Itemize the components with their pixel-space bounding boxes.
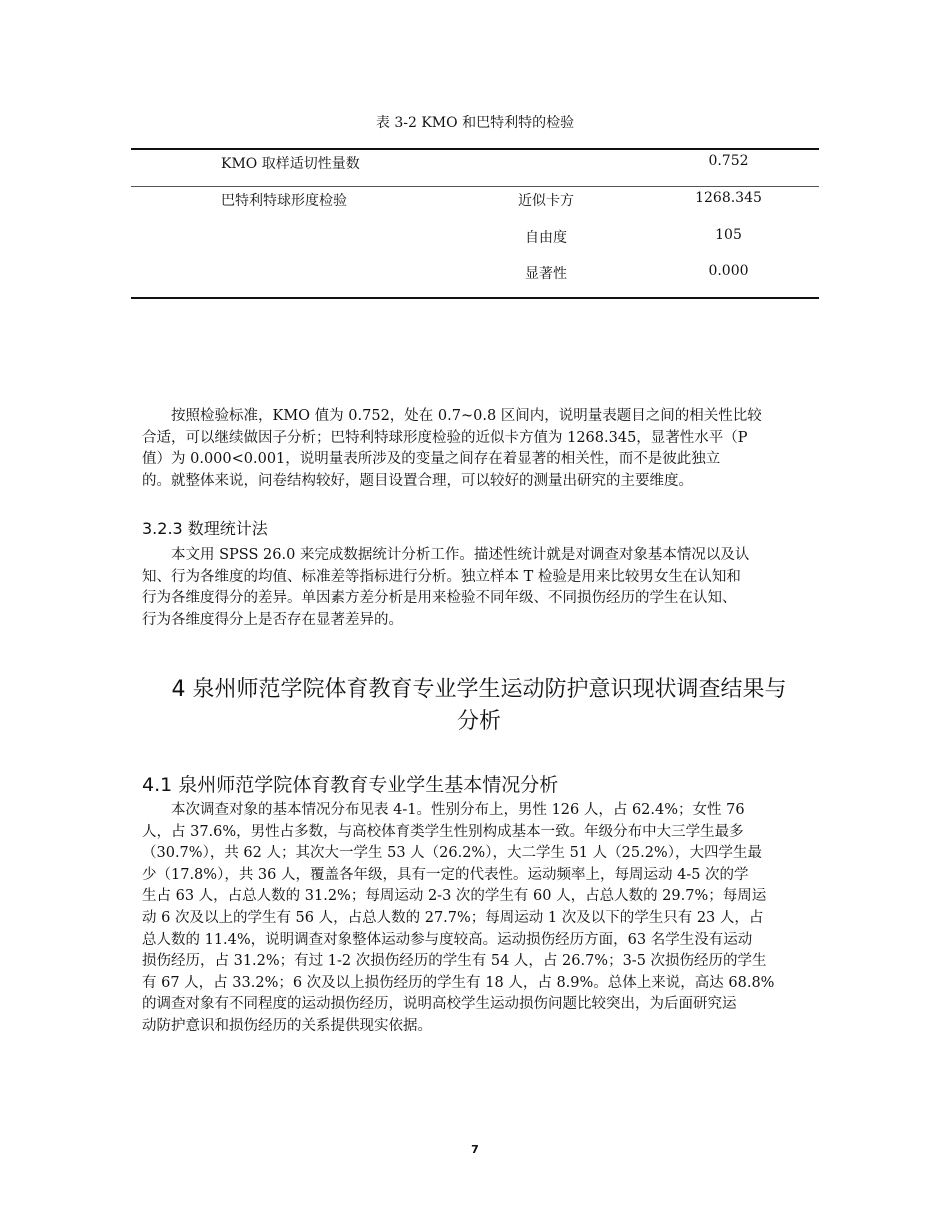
paragraph-line: 知、行为各维度的均值、标准差等指标进行分析。独立样本 T 检验是用来比较男女生在认知和 bbox=[142, 568, 741, 585]
paragraph-line: 人，占 37.6%，男性占多数，与高校体育类学生性别构成基本一致。年级分布中大三学生最多 bbox=[142, 823, 744, 840]
table-cell: 105 bbox=[715, 227, 742, 243]
heading-line: 4 泉州师范学院体育教育专业学生运动防护意识现状调查结果与 bbox=[171, 677, 787, 702]
paragraph-line: 损伤经历，占 31.2%；有过 1-2 次损伤经历的学生有 54 人，占 26.7%；3-5 次损伤经历的学生 bbox=[142, 953, 767, 970]
paragraph-line: 本文用 SPSS 26.0 来完成数据统计分析工作。描述性统计就是对调查对象基本情况以及认 bbox=[171, 547, 750, 563]
table-cell: 1268.345 bbox=[695, 190, 762, 206]
paragraph-line: 值）为 0.000<0.001，说明量表所涉及的变量之间存在着显著的相关性，而不是彼此独立 bbox=[142, 451, 721, 468]
table-cell: 显著性 bbox=[525, 266, 567, 282]
kmo-interpretation-paragraph bbox=[142, 406, 816, 492]
table-cell: KMO 取样适切性量数 bbox=[221, 156, 360, 172]
table-cell: 0.752 bbox=[708, 153, 749, 169]
section-heading-4-1: 4.1 泉州师范学院体育教育专业学生基本情况分析 bbox=[142, 774, 559, 796]
paragraph-line: 少（17.8%），共 36 人，覆盖各年级，具有一定的代表性。运动频率上，每周运动 4-5 次的学 bbox=[142, 866, 749, 883]
paragraph-line: 本次调查对象的基本情况分布见表 4-1。性别分布上，男性 126 人，占 62.4%；女性 76 bbox=[171, 802, 745, 818]
table-caption: 表 3-2 KMO 和巴特利特的检验 bbox=[375, 115, 575, 131]
paragraph-line: 生占 63 人，占总人数的 31.2%；每周运动 2-3 次的学生有 60 人，占总人数的 29.7%；每周运 bbox=[142, 888, 767, 905]
statistics-method-paragraph bbox=[142, 545, 816, 631]
paragraph-line: 有 67 人，占 33.2%；6 次及以上损伤经历的学生有 18 人，占 8.9%。总体上来说，高达 68.8% bbox=[142, 974, 775, 991]
paragraph-line: 动防护意识和损伤经历的关系提供现实依据。 bbox=[142, 1017, 432, 1034]
paragraph-line: 动 6 次及以上的学生有 56 人，占总人数的 27.7%；每周运动 1 次及以下的学生只有 23 人，占 bbox=[142, 909, 764, 926]
heading-line: 分析 bbox=[456, 709, 501, 734]
table-top-rule bbox=[131, 148, 819, 150]
table-row-divider bbox=[131, 186, 819, 187]
paragraph-line: 的。就整体来说，问卷结构较好，题目设置合理，可以较好的测量出研究的主要维度。 bbox=[142, 472, 693, 489]
table-cell: 自由度 bbox=[525, 230, 567, 246]
paragraph-line: 按照检验标准，KMO 值为 0.752，处在 0.7~0.8 区间内，说明量表题目之间的相关性比较 bbox=[171, 408, 762, 424]
paragraph-line: 行为各维度得分的差异。单因素方差分析是用来检验不同年级、不同损伤经历的学生在认知、 bbox=[142, 590, 737, 607]
paragraph-line: 总人数的 11.4%，说明调查对象整体运动参与度较高。运动损伤经历方面，63 名学生没有运动 bbox=[142, 931, 753, 948]
table-cell: 近似卡方 bbox=[518, 193, 574, 209]
chapter-heading-4 bbox=[142, 674, 816, 738]
section-heading-3-2-3: 3.2.3 数理统计法 bbox=[142, 519, 268, 538]
table-cell: 0.000 bbox=[708, 263, 749, 279]
table-bottom-rule bbox=[131, 297, 819, 299]
paragraph-line: 行为各维度得分上是否存在显著差异的。 bbox=[142, 611, 403, 628]
paragraph-line: （30.7%），共 62 人；其次大一学生 53 人（26.2%），大二学生 51 人（25.2%），大四学生最 bbox=[142, 845, 762, 862]
basic-situation-paragraph bbox=[142, 800, 816, 1038]
paragraph-line: 的调查对象有不同程度的运动损伤经历，说明高校学生运动损伤问题比较突出，为后面研究运 bbox=[142, 996, 737, 1013]
page-number: 7 bbox=[471, 1143, 479, 1156]
table-cell: 巴特利特球形度检验 bbox=[221, 193, 347, 209]
paragraph-line: 合适，可以继续做因子分析；巴特利特球形度检验的近似卡方值为 1268.345，显著性水平（P bbox=[142, 429, 748, 446]
